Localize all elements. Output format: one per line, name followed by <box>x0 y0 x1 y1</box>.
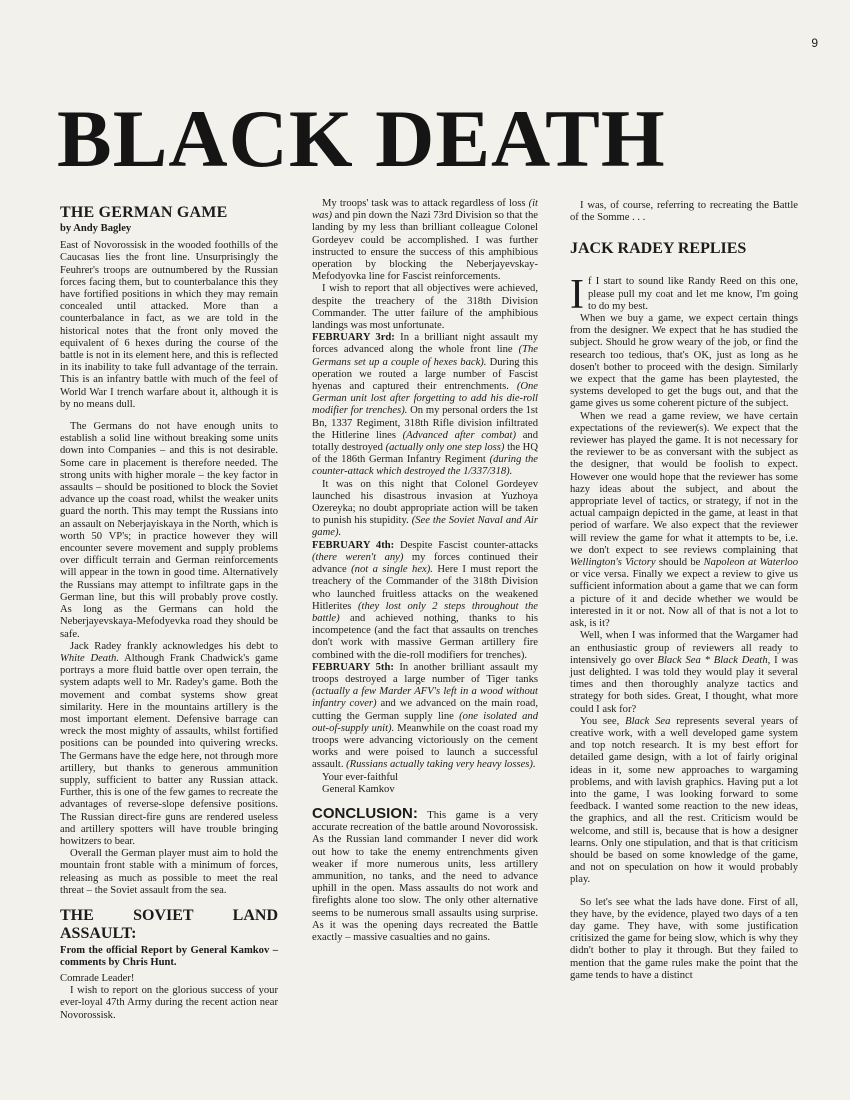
soviet-feb3-entry: FEBRUARY 3rd: In a brilliant night assault my forces advanced along the whole front line (The Germans set up a couple of hexes back). During this operation we routed a large number of Fascist hyenas and captured their entrenchments. (One German unit lost after forgetting to add his die-roll modifier for trenches). On my personal orders the 1st Bn, 1337 Regiment, 318th Rifle division infiltrated the Hitlerine lines (Advanced after combat) and totally destroyed (actually only one step loss) the HQ of the 186th German Infantry Regiment (during the counter-attack which destroyed the 1/337/318). <box>312 332 539 478</box>
page-number: 9 <box>811 36 818 50</box>
page-title: BLACK DEATH <box>57 93 666 184</box>
drop-cap: I <box>570 272 584 319</box>
soviet-paragraph: My troops' task was to attack regardless of loss (it was) and pin down the Nazi 73rd Division so that the landing by my less than brilliant colleague Colonel Gordeyev could be accomplished. I was further instructed to ensure the success of this amphibious operation by blocking the Neberjayevskay-Mefodyovka line for Fascist reinforcements. <box>312 198 538 283</box>
soviet-paragraph: I wish to report that all objectives were achieved, despite the treachery of the 318th Division Commander. The utter failure of the amphibious landings was most unfortunate. <box>312 283 538 332</box>
conclusion-paragraph: CONCLUSION: This game is a very accurate recreation of the battle around Novorossisk. As the Russian land commander I never did work out how to take the enemy entrenchments given weaker if more numerous units, less artillery ammunition, no tanks, and the need to advance uphill in the open. Mass assaults do not work and firefights alone too slow. The only other alternative seems to be numerous small assaults using surprise. As it was the opening days recreated the Battle exactly – massive casualties and no gains. <box>312 804 538 943</box>
soviet-salutation: Comrade Leader! <box>60 972 135 984</box>
replies-paragraph: When we read a game review, we have certain expectations of the reviewer(s). We expect that the reviewer has played the game. It is not necessary for the reviewer to be as conversant with the subject as the designer, that would be foolish to expect. However one would hope that the reviewer has some hazy ideas about the subject, and about the appropriate level of tactics, or strategy, if not in the actual campaign depicted in the game, at least in that period of warfare. We also expect that the reviewer will review the game for what it attempts to be, i.e. we don't expect to see reviews complaining that Wellington's Victory should be Napoleon at Waterloo or vice versa. Finally we expect a review to give us sufficient information about a game that we can form a picture of it and decide whether we would be interested in it or not. Now all of that is not a lot to ask, is it? <box>570 410 798 630</box>
german-game-byline: by Andy Bagley <box>60 223 132 234</box>
column-1 <box>60 198 278 1022</box>
german-game-paragraph: The Germans do not have enough units to establish a solid line without breaking some units down into Companies – and this is not desirable. Some care in placement is therefore needed. The strong units with higher morale – the key factor in assaults – should be positioned to block the Soviet advance up the coast road, whilst the weaker units guard the north. This may tempt the Russians into an assault on Neberjayiskaya in the North, which is worth 50 VP's; in practice however they will encounter severe movement and supply problems over difficult terrain and German reinforcements will appear in the town in good time. Alternatively the Russians may attempt to infiltrate gaps in the German line, but this will probably prove costly. As long as the Germans can hold the Neberjayevskaya-Mefodyevka road they should be safe. <box>60 421 278 640</box>
soviet-feb5-entry: FEBRUARY 5th: In another brilliant assault my troops destroyed a large number of Tiger tanks (actually a few Marder AFV's left in a wood without infantry cover) and we advanced on the main road, cutting the German supply line (one isolated and out-of-supply unit). Meanwhile on the coast road my troops were advancing victoriously on the cement works and were poised to launch a successful assault. (Russians actually taking very heavy losses). <box>312 661 539 771</box>
replies-paragraph: So let's see what the lads have done. First of all, they have, by the evidence, played two days of a ten day game. They have, with some justification critisized the game for being slow, which is why they didn't bother to play it through. But they failed to mention that the game rules make the point that the game tends to have a distinct <box>570 896 798 981</box>
soviet-signature: General Kamkov <box>322 783 395 795</box>
replies-paragraph: If I start to sound like Randy Reed on this one, please pull my coat and let me know, I'm going to do my best. <box>570 272 798 319</box>
soviet-feb4-entry: FEBRUARY 4th: Despite Fascist counter-attacks (there weren't any) my forces continued their advance (not a single hex). Here I must report the treachery of the Commander of the 318th Division who launched fruitless attacks on the weakened Hitlerites (they lost only 2 steps throughout the battle) and achieved nothing, thanks to his incompetence (and the fact that assaults on trenches don't work with massive German artillery fire combined with the die-roll modifiers for trenches). <box>312 539 539 661</box>
conclusion-heading: CONCLUSION: <box>312 804 418 822</box>
soviet-closing: Your ever-faithful <box>322 771 399 783</box>
replies-paragraph: When we buy a game, we expect certain things from the designer. We expect that he has studied the subject. Should he grow weary of the job, or find the research too tedious, that's OK, just as long as he dosen't bother to proceed with the design. Similarly we expect that the game has been playtested, the systems developed to get the bugs out, and that the game gives us some coherent picture of the subject. <box>570 313 798 410</box>
conclusion-paragraph: I was, of course, referring to recreating the Battle of the Somme . . . <box>570 200 798 224</box>
german-game-paragraph: Overall the German player must aim to hold the mountain front stable with a minimum of forces, releasing as much as possible to meet the real threat – the Soviet assault from the sea. <box>60 848 278 896</box>
soviet-paragraph: It was on this night that Colonel Gordeyev launched his disastrous invasion at Yuzhoya Ozereyka; no doubt appropriate action will be taken to punish his stupidity. (See the Soviet Naval and Air game). <box>312 478 539 539</box>
german-game-heading: THE GERMAN GAME <box>60 204 228 221</box>
replies-paragraph: You see, Black Sea represents several years of creative work, with a well developed game system and top notch research. It is my best effort for detailed game design, with a lot of fairly original ideas in it, some new approaches to wargaming problems, and with lavish graphics. Having put a lot into the game, I was looking forward to some feedback. I wanted some reaction to the new ideas, the graphics, and all the rest. Criticism would be welcome, and still is, because that is how a designer learns. Only one stipulation, and that is that criticism should be based on some knowledge of the game, and not on speculation on how it would probably play. <box>570 715 799 886</box>
german-game-paragraph: Jack Radey frankly acknowledges his debt to White Death. Although Frank Chadwick's game portrays a more fluid battle over open terrain, the system adapts well to Mr. Radey's game. Both the movement and combat systems show great similarity. Here in the mountains artillery is the most important element. Defensive barrage can wreck the most mighty of assaults, whilst fortified positions can be pounded into quivering wrecks. The Germans have the edge here, not through more artillery, but thanks to generous ammunition supply, sufficient to batter any Russian attack. Further, this is one of the few games to recreate the advantages of reverse-slope defensive positions. The Russian direct-fire guns are rendered useless and artillery spotters will have trouble bringing howitzers to bear. <box>60 640 278 847</box>
replies-heading: JACK RADEY REPLIES <box>570 240 747 258</box>
column-2 <box>312 198 538 944</box>
german-game-paragraph: East of Novorossisk in the wooded foothills of the Caucasas lies the front line. Unsurprisingly the Feuhrer's troops are outnumbered by the Russian forces facing them, but to counterbalance this they have fortified positions in which they may remain concealed until attacked. More than a counterbalance in fact, as we are told in the historical notes that the front only moved the equivalent of 6 hexes during the course of the battle is not in its element here, and this is reflected in its inability to take full advantage of the terrain. This is an infantry battle with much of the feel of World War I trench warfare about it, although it is by no means dull. <box>60 240 278 410</box>
soviet-paragraph: I wish to report on the glorious success of your ever-loyal 47th Army during the recent action near Novorossisk. <box>60 985 278 1021</box>
column-3 <box>570 200 798 982</box>
soviet-source: From the official Report by General Kamkov – comments by Chris Hunt. <box>60 944 278 968</box>
soviet-heading: THE SOVIET LAND ASSAULT: <box>60 906 278 942</box>
replies-paragraph: Well, when I was informed that the Wargamer had an enthusiastic group of reviewers all ready to intensively go over Black Sea * Black Death, I was just delighted. I was told they would play it several times and then thoroughly analyze tactics and strategy for both sides. Great, I thought, what more could I ask for? <box>570 630 798 715</box>
